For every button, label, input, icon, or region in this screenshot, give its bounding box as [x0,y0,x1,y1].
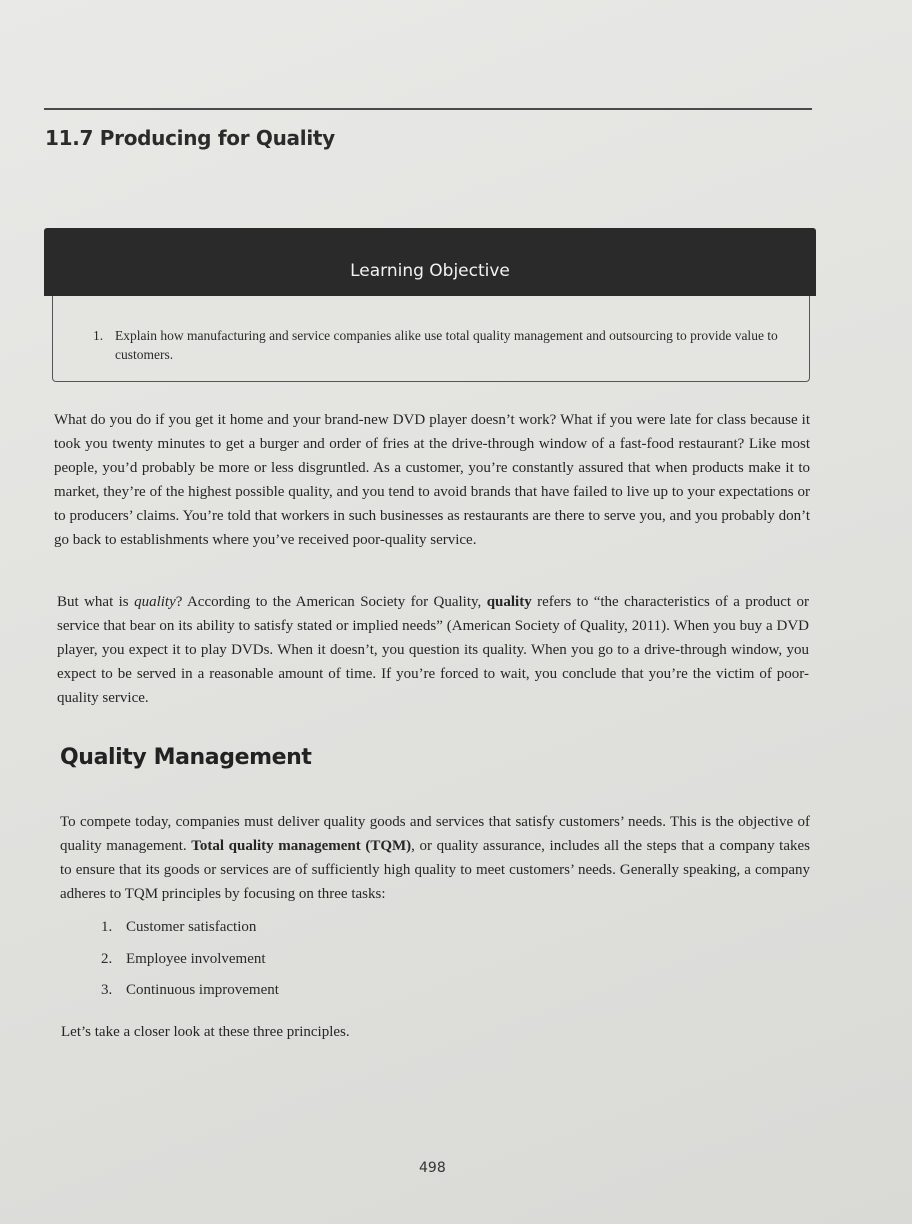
tqm-paragraph [60,810,810,906]
tqm-principles-list [101,916,279,1011]
learning-objective-number: 1. [93,328,104,343]
quality-term-bold: quality [486,594,532,610]
learning-objective-list [93,326,783,364]
learning-objective-title: Learning Objective [350,261,510,281]
quality-definition-paragraph [57,590,809,710]
page-number: 498 [419,1160,446,1176]
top-rule [44,108,812,110]
closing-paragraph: Let’s take a closer look at these three principles. [61,1024,350,1040]
list-item-number: 3. [101,982,113,998]
learning-objective-box [44,228,816,383]
quality-management-heading: Quality Management [60,745,312,770]
learning-objective-item [93,326,783,364]
quality-lead: But what is [57,594,135,610]
list-item-number: 2. [101,950,113,967]
quality-rest: refers to “the characteristics of a product or service that bear on its ability to satisfy stated or implied needs” (American Society of Quality, 2011). When you buy a DVD player, you expect it to play DVDs. When it doesn’t, you question its quality. When you go to a drive-through window, you expect to be served in a reasonable amount of time. If you’re forced to wait, you conclude that you’re the victim of poor-quality service. [57,594,809,706]
section-title: 11.7 Producing for Quality [45,126,335,150]
list-item-label: Employee involvement [126,950,266,967]
intro-paragraph: What do you do if you get it home and your brand-new DVD player doesn’t work? What if you were late for class because it took you twenty minutes to get a burger and order of fries at the drive-through window of a fast-food restaurant? Like most people, you’d probably be more or less disgruntled. As a customer, you’re constantly assured that when products make it to market, they’re of the highest possible quality, and you tend to avoid brands that have failed to live up to your expectations or to producers’ claims. You’re told that workers in such businesses as restaurants are there to serve you, and you probably don’t go back to establishments where you’ve received poor-quality service. [54,412,810,548]
tqm-rest: , or quality assurance, includes all the steps that a company takes to ensure that its goods or services are of sufficiently high quality to meet customers’ needs. Generally speaking, a company adheres to TQM principles by focusing on three tasks: [60,838,810,902]
quality-term-italic: quality [134,594,176,610]
list-item-label: Continuous improvement [126,982,279,998]
learning-objective-body [52,296,810,382]
quality-mid: ? According to the American Society for Quality, [175,594,487,610]
list-item [101,948,279,980]
tqm-term-bold: Total quality management (TQM) [191,838,412,854]
tqm-lead: To compete today, companies must deliver quality goods and services that satisfy customers’ needs. This is the objective of quality management. [60,814,810,854]
list-item [101,916,279,948]
learning-objective-text: Explain how manufacturing and service companies alike use total quality management and outsourcing to provide value to customers. [115,328,778,362]
list-item-number: 1. [101,919,113,935]
list-item [101,979,279,1011]
list-item-label: Customer satisfaction [126,919,257,935]
learning-objective-header [44,228,816,296]
